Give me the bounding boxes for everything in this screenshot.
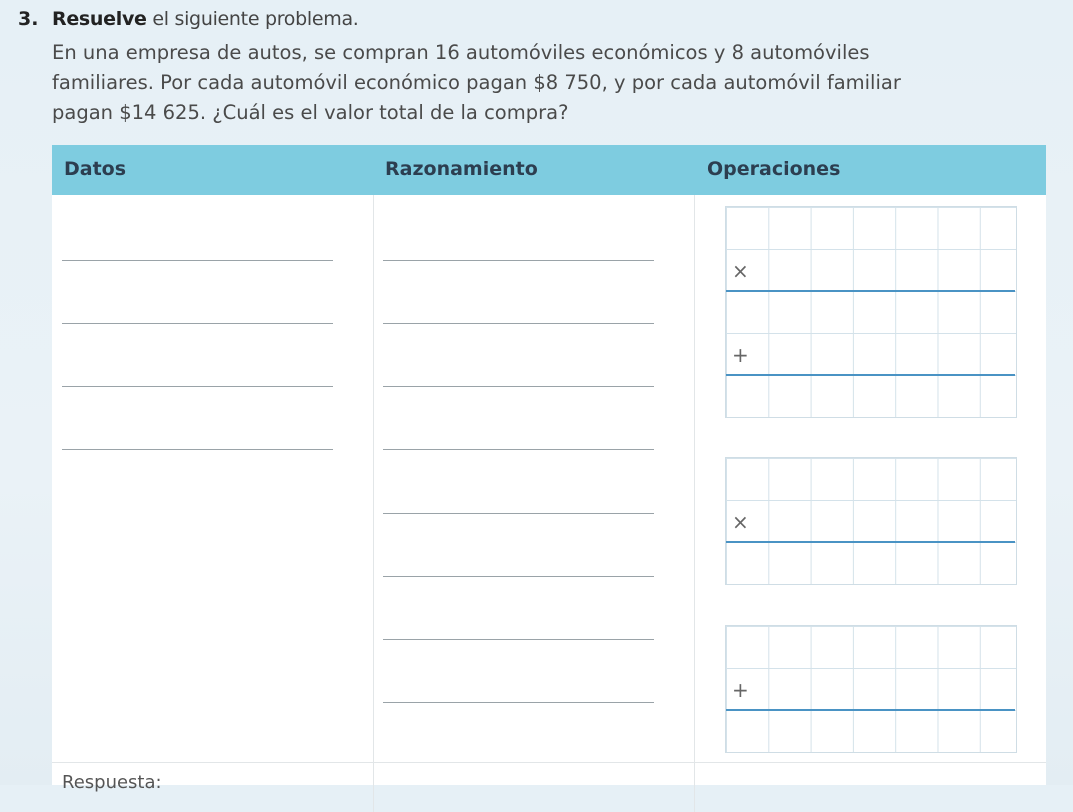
header-operaciones: Operaciones xyxy=(707,158,841,180)
datos-write-line[interactable] xyxy=(62,260,333,261)
operation-grid-3[interactable] xyxy=(725,625,1017,753)
problem-line-3: pagan $14 625. ¿Cuál es el valor total de la compra? xyxy=(52,101,569,124)
razonamiento-write-line[interactable] xyxy=(383,449,654,450)
multiply-sign: × xyxy=(732,259,749,283)
plus-sign: + xyxy=(732,343,749,367)
header-razonamiento: Razonamiento xyxy=(385,158,538,180)
question-number: 3. xyxy=(18,8,39,30)
problem-statement xyxy=(52,38,1048,128)
question-instruction xyxy=(52,8,359,30)
table-header xyxy=(52,145,1046,195)
column-divider xyxy=(373,195,374,812)
header-datos: Datos xyxy=(64,158,127,180)
multiply-sign: × xyxy=(732,510,749,534)
datos-write-line[interactable] xyxy=(62,323,333,324)
datos-write-line[interactable] xyxy=(62,449,333,450)
result-line xyxy=(726,709,1015,711)
plus-sign: + xyxy=(732,678,749,702)
datos-write-line[interactable] xyxy=(62,386,333,387)
result-line xyxy=(726,374,1015,376)
razonamiento-write-line[interactable] xyxy=(383,576,654,577)
result-line xyxy=(726,290,1015,292)
table-bottom-border xyxy=(52,762,1046,763)
operation-grid-2[interactable] xyxy=(725,457,1017,585)
operation-grid-1[interactable] xyxy=(725,206,1017,418)
result-line xyxy=(726,541,1015,543)
razonamiento-write-line[interactable] xyxy=(383,702,654,703)
razonamiento-write-line[interactable] xyxy=(383,260,654,261)
answer-label: Respuesta: xyxy=(62,772,162,793)
worksheet-table xyxy=(52,145,1046,785)
problem-line-2: familiares. Por cada automóvil económico pagan $8 750, y por cada automóvil familiar xyxy=(52,71,901,94)
problem-line-1: En una empresa de autos, se compran 16 automóviles económicos y 8 automóviles xyxy=(52,41,870,64)
razonamiento-write-line[interactable] xyxy=(383,323,654,324)
column-divider xyxy=(694,195,695,812)
instruction-rest: el siguiente problema. xyxy=(152,8,359,30)
instruction-verb: Resuelve xyxy=(52,8,147,30)
razonamiento-write-line[interactable] xyxy=(383,513,654,514)
razonamiento-write-line[interactable] xyxy=(383,639,654,640)
razonamiento-write-line[interactable] xyxy=(383,386,654,387)
